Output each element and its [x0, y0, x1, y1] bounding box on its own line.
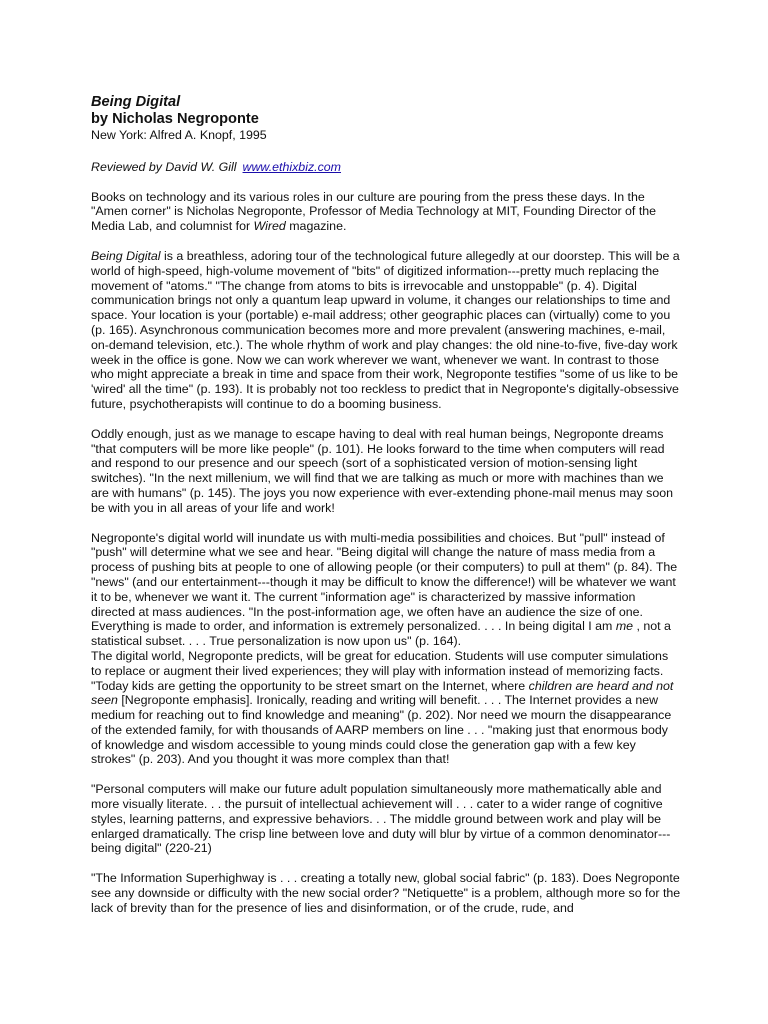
- magazine-name: Wired: [253, 219, 286, 234]
- paragraph-pull-push-end: , not a statistical subset. . . . True personalization is now upon us" (p. 164).: [91, 619, 671, 649]
- emphasis-children: children are heard and not seen: [91, 678, 674, 708]
- paragraph-education: [91, 649, 681, 767]
- paragraph-intro-text: Books on technology and its various roles in our culture are pouring from the press these days. In the "Amen corner" is Nicholas Negroponte, Professor of Media Technology at MIT, Founding Director of the Media Lab, and columnist for: [91, 189, 657, 234]
- document-page: [91, 94, 681, 916]
- website-link[interactable]: www.ethixbiz.com: [242, 159, 341, 174]
- paragraph-intro-end: magazine.: [285, 219, 347, 234]
- paragraph-computers-people: Oddly enough, just as we manage to escape having to deal with real human beings, Negroponte dreams "that computers will be more like people" (p. 101). He looks forward to the time when computers will read and respond to our presence and our speech (sort of a sophisticated version of motion-sensing light switches). "In the next millenium, we will find that we are talking as much or more with machines than we are with humans" (p. 145). The joys you now experience with ever-extending phone-mail menus may soon be with you in all areas of your life and work!: [91, 426, 674, 515]
- paragraph-intro: [91, 190, 681, 234]
- paragraph-tour-text: is a breathless, adoring tour of the technological future allegedly at our doorstep. This will be a world of high-speed, high-volume movement of "bits" of digitized information---pretty much replacing the movement of "atoms." "The change from atoms to bits is irrevocable and unstoppable" (p. 4). Digital communication brings not only a quantum leap upward in volume, it changes our relationships to time and space. Your location is your (portable) e-mail address; other geographic places can (virtually) come to you (p. 165). Asynchronous communication becomes more and more prevalent (answering machines, e-mail, on-demand television, etc.). The whole rhythm of work and play changes: the old nine-to-five, five-day work week in the office is gone. Now we can work wherever we want, whenever we want. In contrast to those who might appreciate a break in time and space from their work, Negroponte testifies "some of us like to be 'wired' all the time" (p. 193). It is probably not too reckless to predict that in Negroponte's digitally-obsessive future, psychotherapists will continue to do a booming business.: [91, 248, 680, 411]
- reviewer-name: Reviewed by David W. Gill: [91, 159, 237, 174]
- paragraph-pull-push-text: Negroponte's digital world will inundate us with multi-media possibilities and choices. But "pull" instead of "push" will determine what we see and hear. "Being digital will change the nature of mass media from a process of pushing bits at people to one of allowing people (or their computers) to pull at them" (p. 84). The "news" (and our entertainment---though it may be difficult to know the difference!) will be whatever we want it to be, whenever we want it. The current "information age" is characterized by massive information directed at mass audiences. "In the post-information age, we often have an audience the size of one. Everything is made to order, and information is extremely personalized. . . . In being digital I am: [91, 530, 678, 634]
- paragraph-education-end: [Negroponte emphasis]. Ironically, reading and writing will benefit. . . . The Internet provides a new medium for reaching out to find knowledge and meaning" (p. 202). Nor need we mourn the disappearance of the extended family, for with thousands of AARP members on line . . . "making just that enormous body of knowledge and wisdom accessible to young minds could close the generation gap with a few key strokes" (p. 203). And you thought it was more complex than that!: [91, 693, 672, 767]
- paragraph-personal-computers: "Personal computers will make our future adult population simultaneously more mathematically able and more visually literate. . . the pursuit of intellectual achievement will . . . cater to a wider range of cognitive styles, learning patterns, and expressive behaviors. . . The middle ground between work and play will be enlarged dramatically. The crisp line between love and duty will blur by virtue of a common denominator---being digital" (220-21): [91, 782, 671, 856]
- paragraph-pull-push: [91, 531, 681, 649]
- paragraph-tour: [91, 249, 681, 412]
- emphasis-me: me: [615, 619, 634, 634]
- paragraph-education-text: The digital world, Negroponte predicts, will be great for education. Students will use computer simulations to replace or augment their lived experiences; they will play with information instead of memorizing facts. "Today kids are getting the opportunity to be street smart on the Internet, where: [91, 648, 669, 693]
- book-author: by Nicholas Negroponte: [91, 111, 259, 127]
- book-title-inline: Being Digital: [91, 248, 161, 263]
- reviewer-line: [91, 160, 681, 175]
- paragraph-superhighway: "The Information Superhighway is . . . creating a totally new, global social fabric" (p. 183). Does Negroponte see any downside or difficulty with the new social order? "Netiquette" is a problem, although more so for the lack of brevity than for the presence of lies and disinformation, or of the crude, rude, and: [91, 871, 681, 915]
- book-title: Being Digital: [91, 94, 181, 110]
- publication-info: New York: Alfred A. Knopf, 1995: [91, 128, 267, 142]
